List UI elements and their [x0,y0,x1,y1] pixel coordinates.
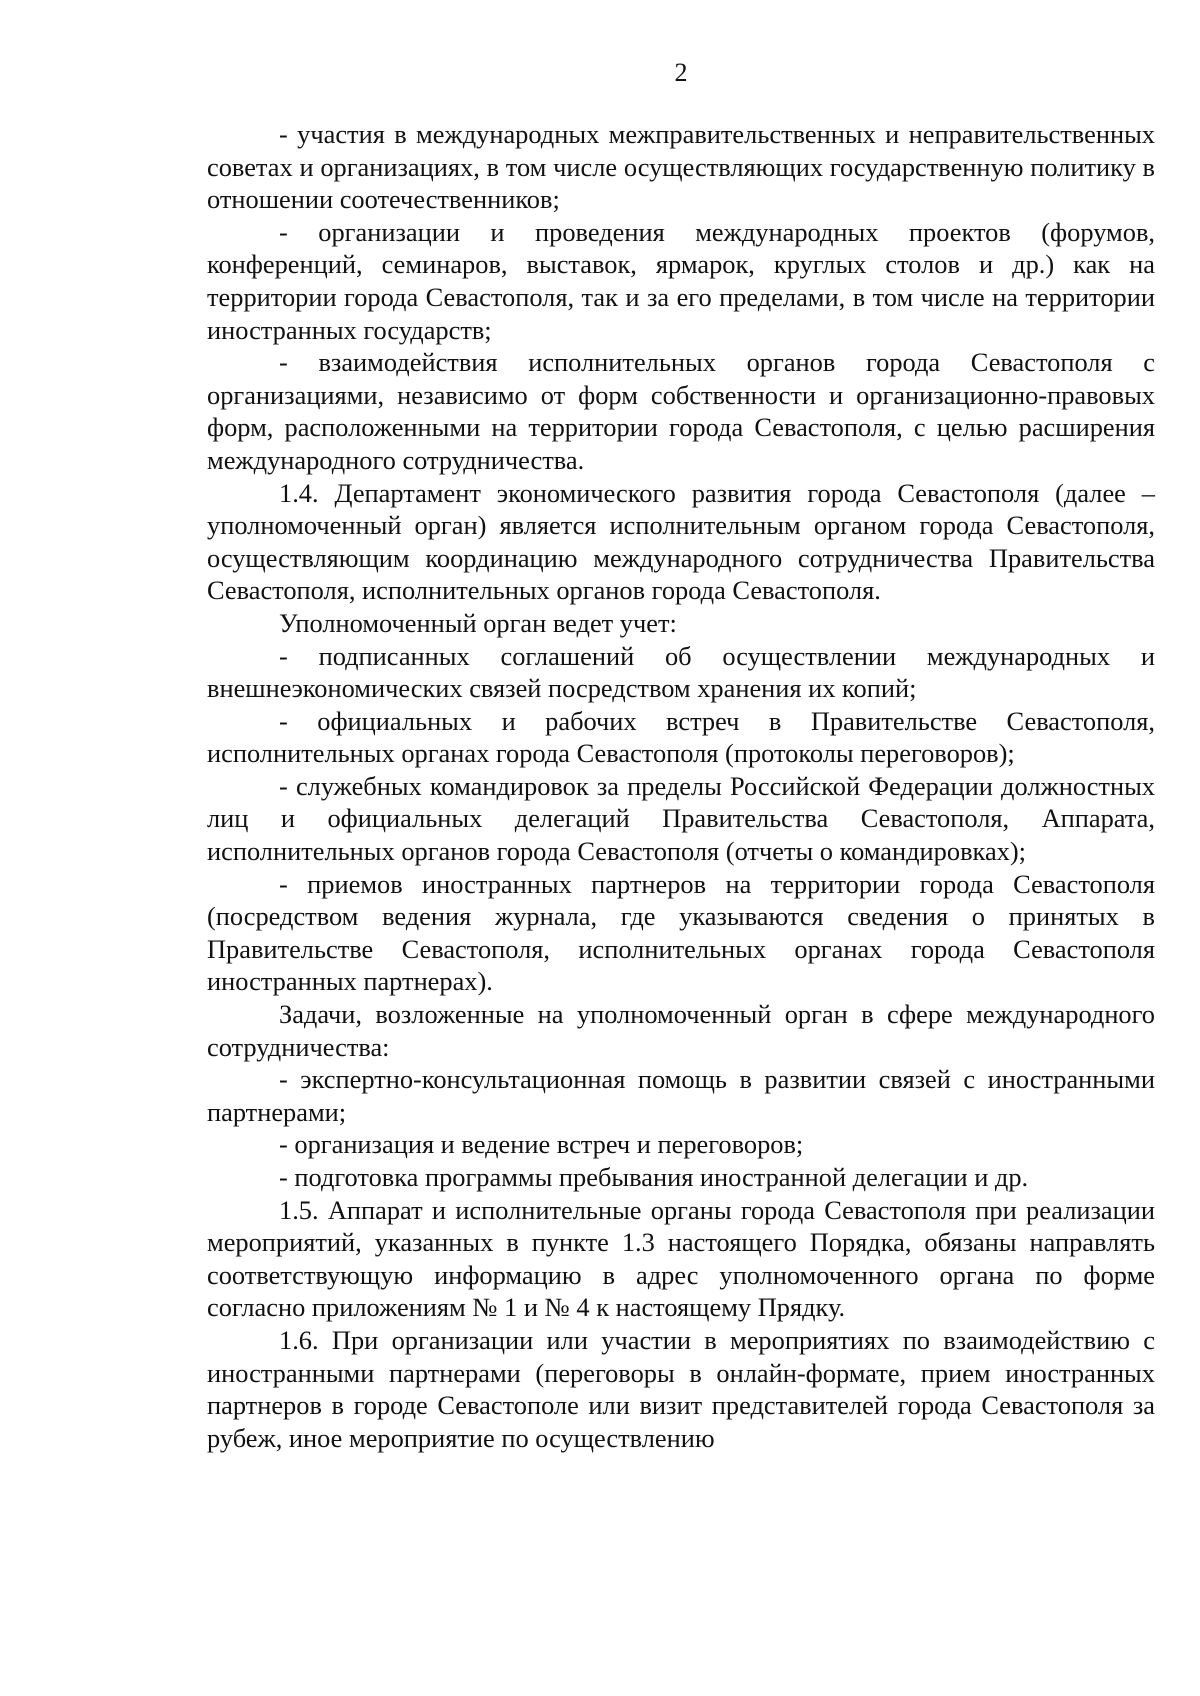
document-body [207,118,1155,1454]
paragraph-official-meetings: - официальных и рабочих встреч в Правительстве Севастополя, исполнительных органах города Севастополя (протоколы переговоров); [207,705,1155,769]
paragraph-interaction-organizations: - взаимодействия исполнительных органов города Севастополя с организациями, независимо от форм собственности и организационно-правовых форм, расположенными на территории города Севастополя, с целью расширения международного сотрудничества. [207,347,1155,475]
paragraph-international-projects: - организации и проведения международных проектов (форумов, конференций, семинаров, выставок, ярмарок, круглых столов и др.) как на территории города Севастополя, так и за его пределами, в том числе на территории иностранных государств; [207,216,1155,345]
page-number: 2 [674,58,688,87]
paragraph-section-1-5: 1.5. Аппарат и исполнительные органы города Севастополя при реализации мероприятий, указанных в пункте 1.3 настоящего Порядка, обязаны направлять соответствующую информацию в адрес уполномоченного органа по форме согласно приложениям № 1 и № 4 к настоящему Прядку. [207,1194,1155,1323]
paragraph-foreign-partner-receptions: - приемов иностранных партнеров на территории города Севастополя (посредством ведения журнала, где указываются сведения о принятых в Правительстве Севастополя, исполнительных органах города Севастополя иностранных партнерах). [207,868,1155,997]
paragraph-signed-agreements: - подписанных соглашений об осуществлении международных и внешнеэкономических связей посредством хранения их копий; [207,640,1155,704]
paragraph-delegation-program: - подготовка программы пребывания иностранной делегации и др. [279,1162,1029,1192]
paragraph-business-trips: - служебных командировок за пределы Российской Федерации должностных лиц и официальных делегаций Правительства Севастополя, Аппарата, исполнительных органов города Севастополя (отчеты о командировках); [207,770,1155,867]
paragraph-meetings-negotiations: - организация и ведение встреч и переговоров; [279,1129,804,1160]
paragraph-tasks-intro: Задачи, возложенные на уполномоченный орган в сфере международного сотрудничества: [207,999,1155,1062]
paragraph-section-1-4: 1.4. Департамент экономического развития города Севастополя (далее – уполномоченный орган) является исполнительным органом города Севастополя, осуществляющим координацию международного сотрудничества Правительства Севастополя, исполнительных органов города Севастополя. [207,477,1155,606]
paragraph-authorized-body-records: Уполномоченный орган ведет учет: [279,607,677,638]
paragraph-expert-assistance: - экспертно-консультационная помощь в развитии связей с иностранными партнерами; [207,1064,1155,1127]
paragraph-participation: - участия в международных межправительственных и неправительственных советах и организациях, в том числе осуществляющих государственную политику в отношении соотечественников; [207,119,1155,215]
paragraph-section-1-6: 1.6. При организации или участии в мероприятиях по взаимодействию с иностранными партнерами (переговоры в онлайн-формате, прием иностранных партнеров в городе Севастополе или визит представителей города Севастополя за рубеж, иное мероприятие по осуществлению [207,1324,1155,1453]
